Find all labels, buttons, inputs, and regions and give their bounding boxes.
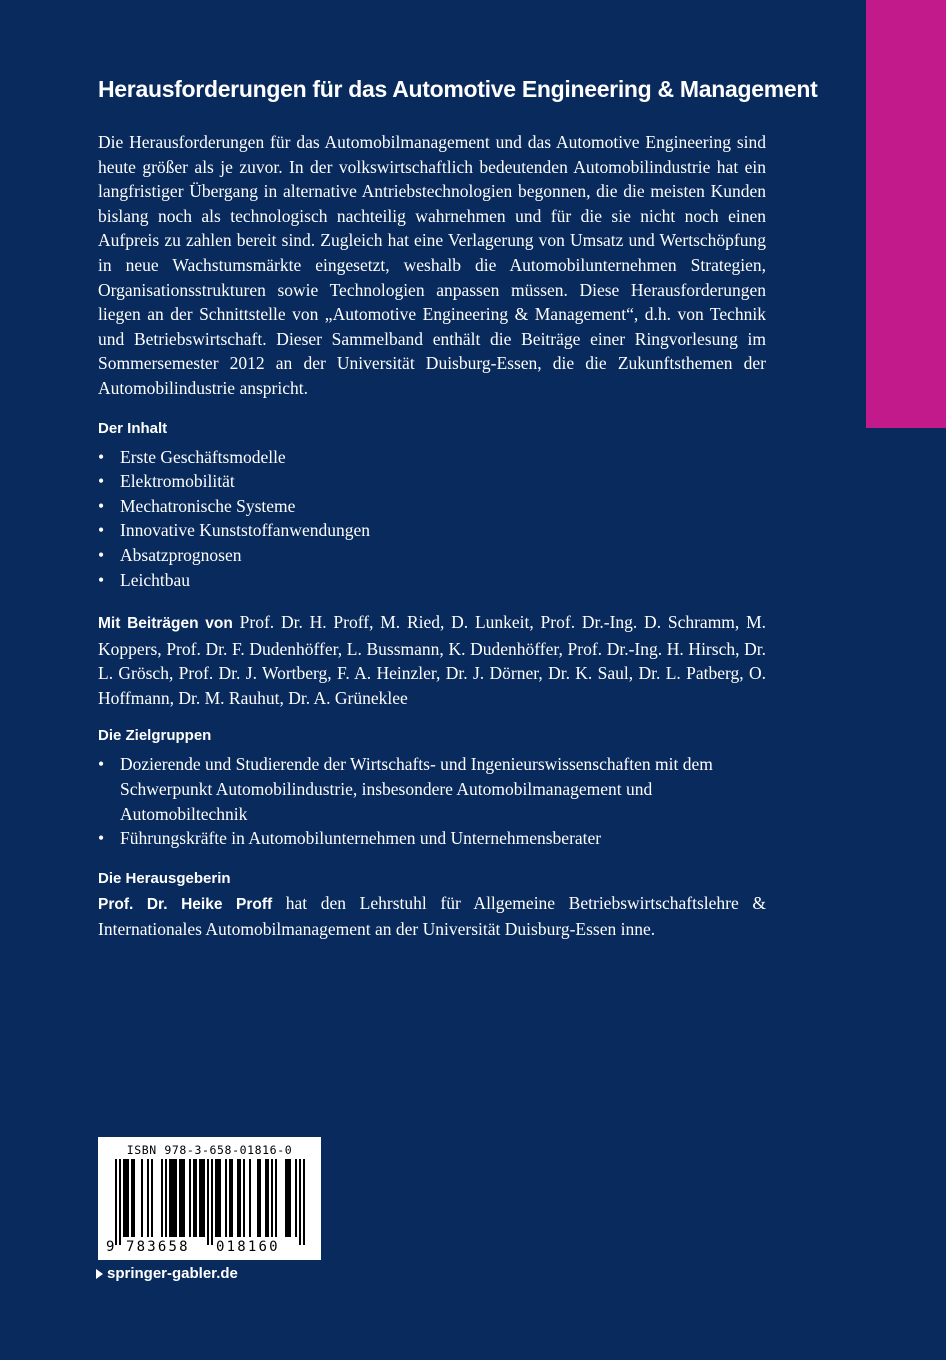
editor-heading: Die Herausgeberin — [98, 869, 231, 887]
isbn-barcode — [98, 1137, 321, 1260]
list-item: • Elektromobilität — [98, 469, 766, 494]
barcode-bar — [203, 1159, 205, 1237]
barcode-bar — [147, 1159, 149, 1237]
bullet-icon: • — [98, 828, 105, 849]
barcode-bar — [169, 1159, 171, 1237]
back-cover-text — [98, 74, 818, 942]
editor-name: Prof. Dr. Heike Proff — [98, 895, 273, 913]
barcode-bar — [165, 1159, 167, 1237]
barcode-bar — [123, 1159, 125, 1237]
list-item: • Mechatronische Systeme — [98, 494, 766, 519]
editor-description: hat den Lehrstuhl für Allgemeine Betriebswirtschaftslehre & Internationales Automobilmanagement an der Universität Duisburg-Essen inne. — [98, 892, 766, 940]
list-item: • Innovative Kunststoffanwendungen — [98, 518, 766, 543]
barcode-bar — [231, 1159, 233, 1237]
bullet-icon: • — [98, 471, 105, 492]
barcode-bar — [183, 1159, 185, 1237]
barcode-bar — [175, 1159, 177, 1237]
audience-list — [98, 752, 766, 850]
barcode-bar — [189, 1159, 191, 1237]
list-item: • Führungskräfte in Automobilunternehmen und Unternehmensberater — [98, 826, 766, 851]
barcode-bar — [195, 1159, 197, 1237]
barcode-bar — [275, 1159, 277, 1237]
barcode-bar — [271, 1159, 273, 1237]
barcode-bar — [119, 1159, 121, 1245]
barcode-bar — [207, 1159, 209, 1245]
barcode-bar — [295, 1159, 297, 1237]
barcode-bar — [237, 1159, 239, 1237]
barcode-bar — [267, 1159, 269, 1237]
barcode-bar — [173, 1159, 175, 1237]
audience-heading: Die Zielgruppen — [98, 727, 212, 745]
barcode-bar — [133, 1159, 135, 1237]
bullet-icon: • — [98, 520, 105, 541]
barcode-bar — [285, 1159, 287, 1237]
barcode-bar — [259, 1159, 261, 1237]
barcode-bar — [249, 1159, 251, 1237]
barcode-bar — [225, 1159, 227, 1237]
website-link[interactable] — [96, 1265, 238, 1282]
barcode-bar — [219, 1159, 221, 1237]
list-item: • Leichtbau — [98, 568, 766, 593]
list-item: • Dozierende und Studierende der Wirtschafts- und Ingenieurswissenschaften mit dem Schwerpunkt Automobilindustrie, insbesondere Automobilmanagement und Automobiltechnik — [98, 754, 713, 824]
barcode-bar — [215, 1159, 217, 1237]
barcode-digits-right: 018160 — [216, 1239, 280, 1255]
barcode-bar — [181, 1159, 183, 1237]
barcode-bar — [125, 1159, 127, 1237]
book-title: Herausforderungen für das Automotive Engineering & Management — [98, 76, 818, 102]
bullet-icon: • — [98, 754, 105, 775]
barcode-bar — [211, 1159, 213, 1245]
isbn-label: ISBN 978-3-658-01816-0 — [126, 1143, 293, 1157]
barcode-bar — [151, 1159, 153, 1237]
barcode-bar — [131, 1159, 133, 1237]
barcode-bar — [171, 1159, 173, 1237]
barcode-bar — [193, 1159, 195, 1237]
list-item: • Erste Geschäftsmodelle — [98, 445, 766, 470]
contributors-paragraph — [98, 610, 766, 710]
barcode-bar — [299, 1159, 301, 1245]
barcode-digits-left: 783658 — [126, 1239, 190, 1255]
contents-heading: Der Inhalt — [98, 419, 168, 437]
barcode-bar — [127, 1159, 129, 1237]
barcode-bar — [257, 1159, 259, 1237]
bullet-icon: • — [98, 446, 105, 467]
barcode-bar — [199, 1159, 201, 1237]
barcode-bar — [161, 1159, 163, 1237]
accent-band — [866, 0, 946, 428]
arrow-right-icon — [96, 1269, 103, 1279]
barcode-bar — [141, 1159, 143, 1237]
barcode-bar — [239, 1159, 241, 1237]
barcode-bar — [179, 1159, 181, 1237]
barcode-bar — [243, 1159, 245, 1237]
bullet-icon: • — [98, 495, 105, 516]
barcode-bar — [115, 1159, 117, 1245]
bullet-icon: • — [98, 544, 105, 565]
bullet-icon: • — [98, 569, 105, 590]
barcode-bar — [217, 1159, 219, 1237]
barcode-bar — [265, 1159, 267, 1237]
barcode-bar — [229, 1159, 231, 1237]
barcode-digit-first: 9 — [106, 1239, 115, 1255]
website-url: springer-gabler.de — [107, 1265, 238, 1282]
editor-paragraph — [98, 891, 766, 942]
barcode-bar — [287, 1159, 289, 1237]
barcode-bar — [289, 1159, 291, 1237]
barcode-bar — [303, 1159, 305, 1245]
intro-paragraph: Die Herausforderungen für das Automobilmanagement und das Automotive Engineering sind heute größer als je zuvor. In der volkswirtschaftlich bedeutenden Automobilindustrie hat ein langfristiger Übergang in alternative Antriebstechnologien begonnen, die die meisten Kunden bislang noch als technologisch nachteilig wahrnehmen und für die sie nicht noch einen Aufpreis zu zahlen bereit sind. Zugleich hat eine Verlagerung von Umsatz und Wertschöpfung in neue Wachstumsmärkte eingesetzt, weshalb die Automobilunternehmen Strategien, Organisationsstrukturen sowie Technologien anpassen müssen. Diese Herausforderungen liegen an der Schnittstelle von „Automotive Engineering & Management“, d.h. von Technik und Betriebswirtschaft. Dieser Sammelband enthält die Beiträge einer Ringvorlesung im Sommersemester 2012 an der Universität Duisburg-Essen, die die Zukunftsthemen der Automobilindustrie anspricht. — [98, 132, 766, 398]
contributors-names: Prof. Dr. H. Proff, M. Ried, D. Lunkeit, Prof. Dr.-Ing. D. Schramm, M. Koppers, Prof. Dr. F. Dudenhöffer, L. Bussmann, K. Dudenhöffer, Prof. Dr.-Ing. H. Hirsch, Dr. L. Grösch, Prof. Dr. J. Wortberg, F. A. Heinzler, Dr. J. Dörner, Dr. K. Saul, Dr. L. Patberg, O. Hoffmann, Dr. M. Rauhut, Dr. A. Grüneklee — [98, 612, 767, 708]
list-item: • Absatzprognosen — [98, 543, 766, 568]
contributors-lead: Mit Beiträgen von — [98, 615, 233, 633]
contents-list — [98, 445, 766, 593]
barcode-bar — [201, 1159, 203, 1237]
